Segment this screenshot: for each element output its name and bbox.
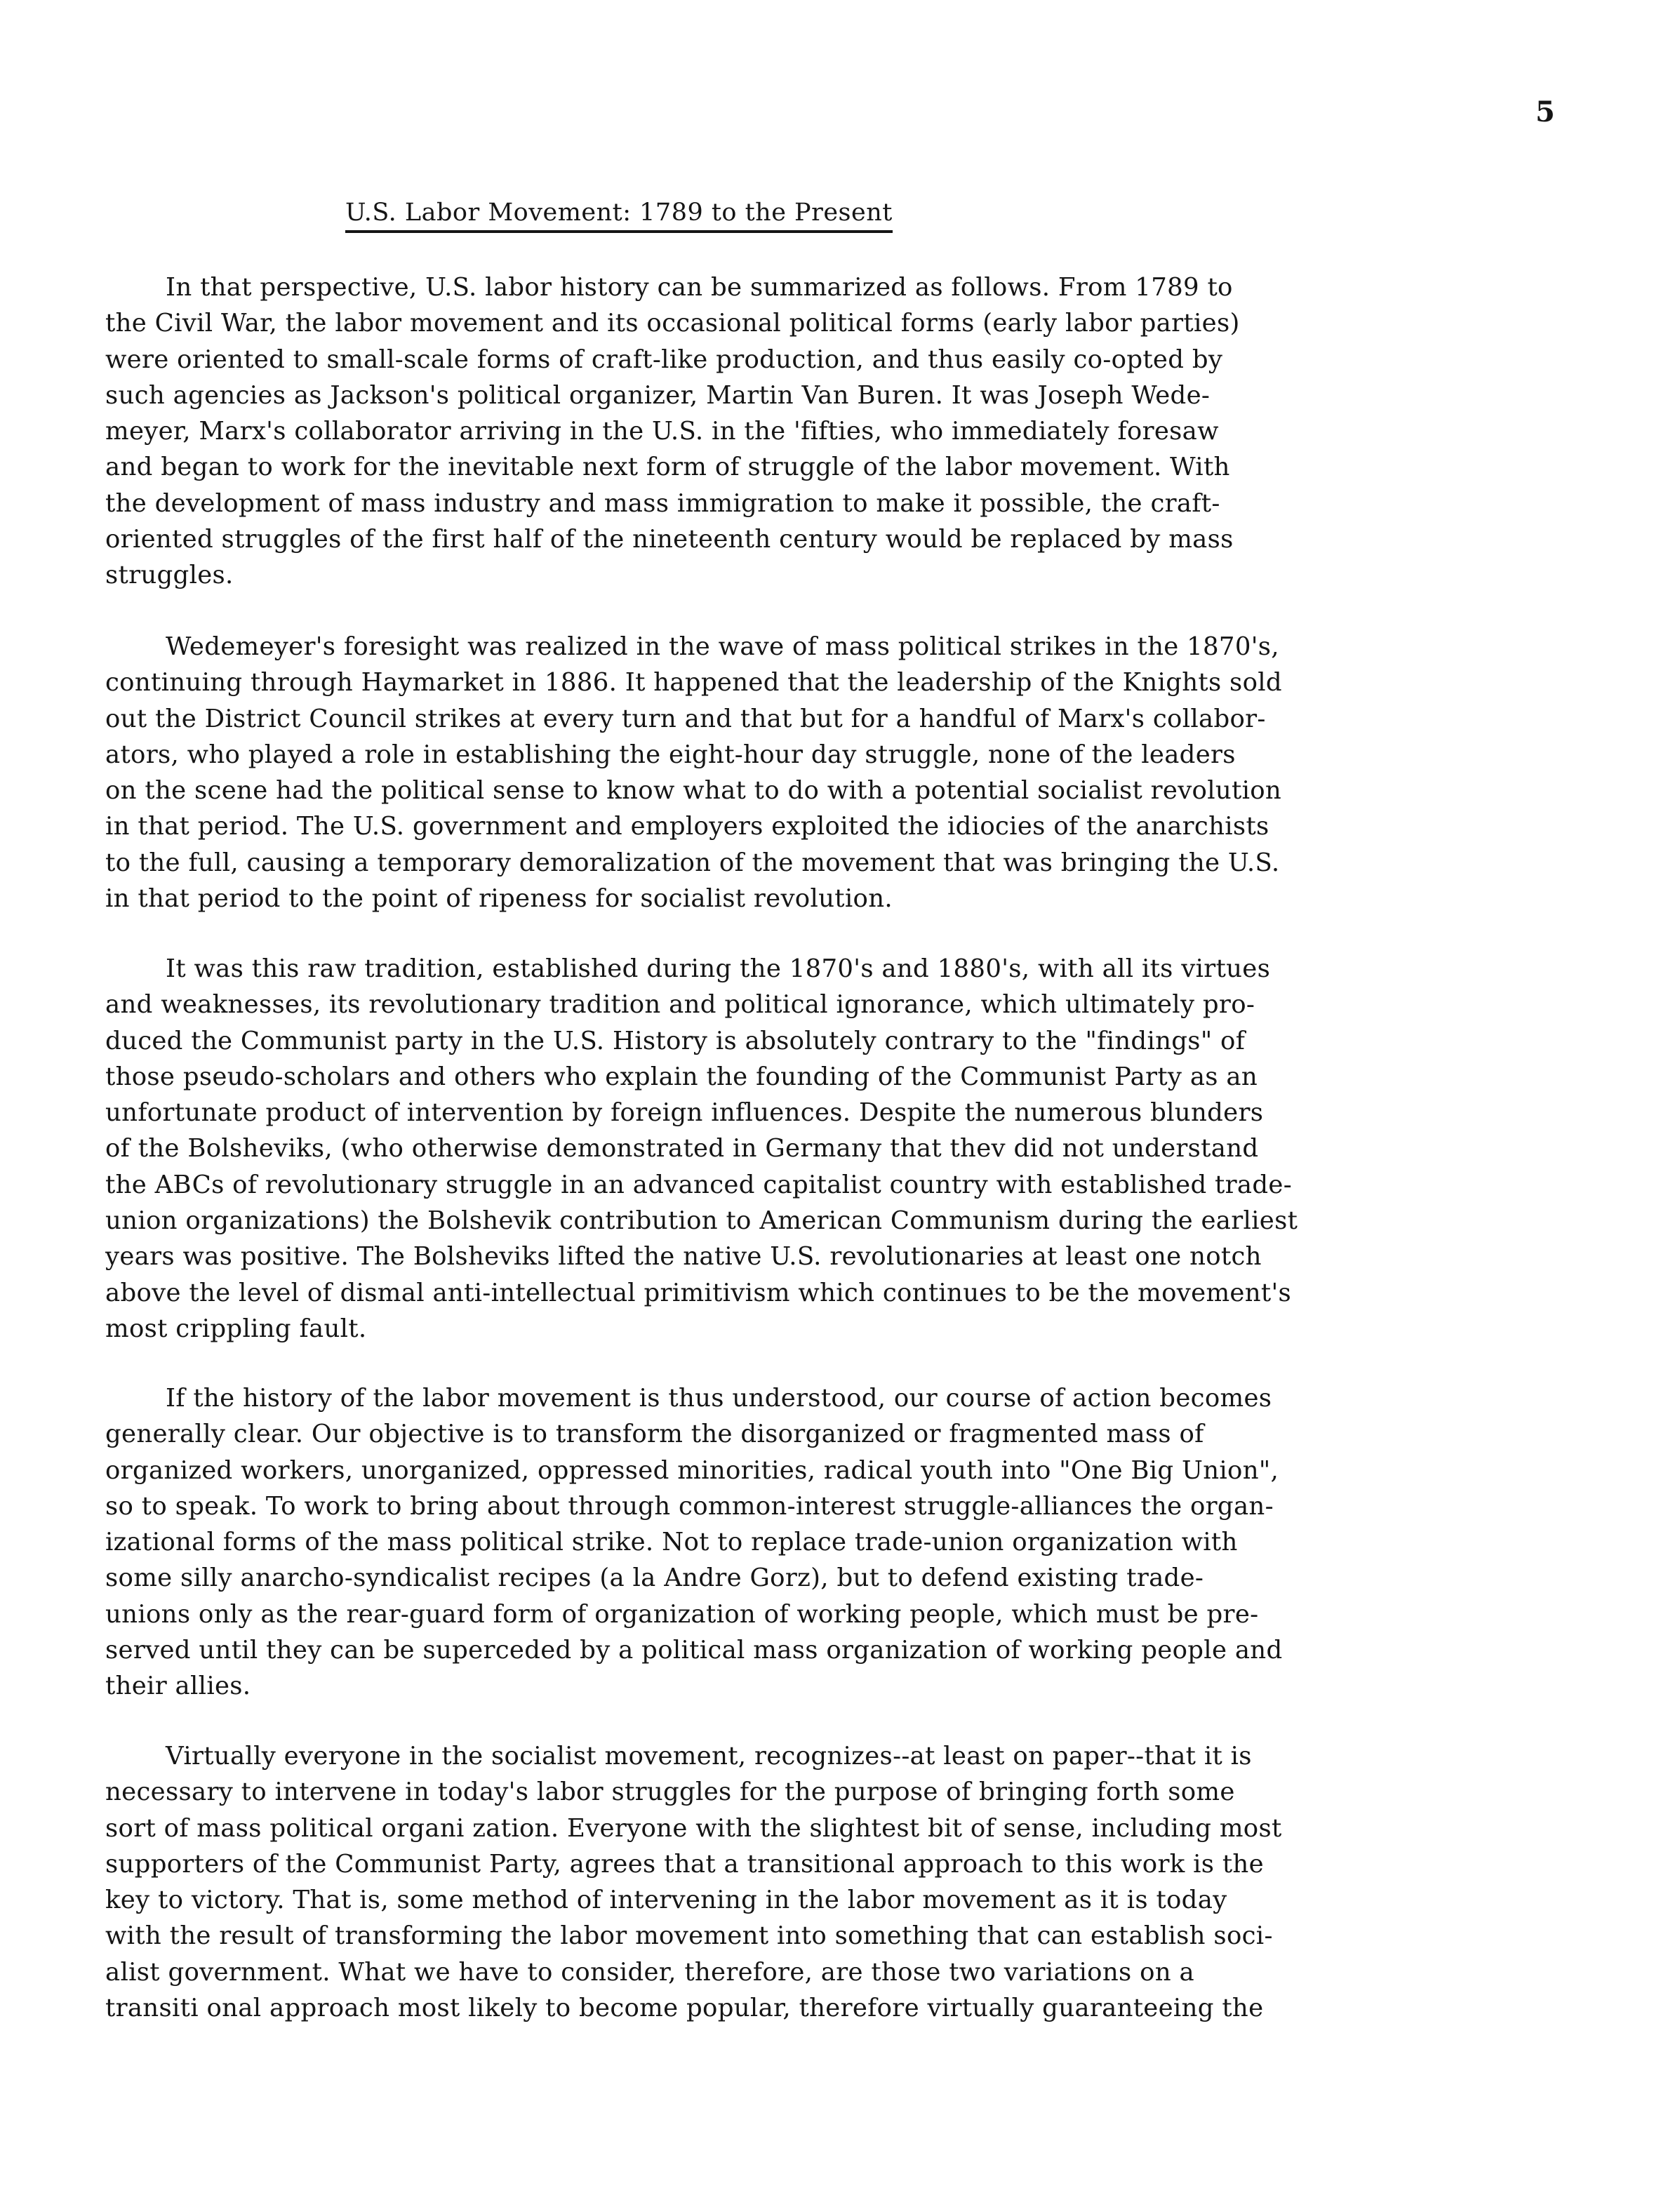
- text-line: and began to work for the inevitable next form of struggle of the labor movement. With: [105, 453, 1230, 482]
- text-line: oriented struggles of the first half of the nineteenth century would be replaced by mass: [105, 525, 1234, 554]
- text-line: on the scene had the political sense to know what to do with a potential socialist revolution: [105, 776, 1282, 806]
- text-line: their allies.: [105, 1672, 251, 1701]
- text-line: unions only as the rear-guard form of organization of working people, which must be pre-: [105, 1599, 1259, 1629]
- text-line: some silly anarcho-syndicalist recipes (a la Andre Gorz), but to defend existing trade-: [105, 1564, 1204, 1593]
- page-number: 5: [1535, 95, 1555, 128]
- text-line: the development of mass industry and mass immigration to make it possible, the craft-: [105, 488, 1220, 518]
- text-line: struggles.: [105, 561, 234, 590]
- text-line: ators, who played a role in establishing the eight-hour day struggle, none of the leaders: [105, 740, 1236, 769]
- text-line: of the Bolsheviks, (who otherwise demonstrated in Germany that thev did not understand: [105, 1134, 1259, 1164]
- text-line: duced the Communist party in the U.S. History is absolutely contrary to the "findings" of: [105, 1026, 1246, 1055]
- text-line: necessary to intervene in today's labor struggles for the purpose of bringing forth some: [105, 1778, 1235, 1807]
- text-line: in that period to the point of ripeness for socialist revolution.: [105, 884, 893, 914]
- text-line: in that period. The U.S. government and employers exploited the idiocies of the anarchists: [105, 812, 1269, 841]
- text-line: continuing through Haymarket in 1886. It happened that the leadership of the Knights sold: [105, 668, 1282, 698]
- text-line: generally clear. Our objective is to transform the disorganized or fragmented mass of: [105, 1420, 1204, 1449]
- text-line: union organizations) the Bolshevik contribution to American Communism during the earliest: [105, 1206, 1298, 1236]
- text-line: izational forms of the mass political strike. Not to replace trade-union organization with: [105, 1528, 1238, 1557]
- text-line: If the history of the labor movement is thus understood, our course of action becomes: [166, 1384, 1272, 1413]
- text-line: those pseudo-scholars and others who explain the founding of the Communist Party as an: [105, 1062, 1258, 1091]
- paragraph-5: [105, 1738, 1607, 2026]
- text-line: meyer, Marx's collaborator arriving in the U.S. in the 'fifties, who immediately foresaw: [105, 417, 1219, 446]
- section-heading: U.S. Labor Movement: 1789 to the Present: [345, 198, 893, 233]
- paragraph-2: [105, 629, 1607, 916]
- text-line: the Civil War, the labor movement and its occasional political forms (early labor parties): [105, 309, 1240, 338]
- text-line: the ABCs of revolutionary struggle in an advanced capitalist country with established trade-: [105, 1170, 1292, 1199]
- text-line: such agencies as Jackson's political organizer, Martin Van Buren. It was Joseph Wede-: [105, 380, 1211, 410]
- paragraph-4: [105, 1380, 1607, 1705]
- text-line: alist government. What we have to consider, therefore, are those two variations on a: [105, 1957, 1194, 1987]
- text-line: were oriented to small-scale forms of craft-like production, and thus easily co-opted by: [105, 345, 1223, 374]
- text-line: out the District Council strikes at every turn and that but for a handful of Marx's collabor-: [105, 704, 1266, 733]
- paragraph-3: [105, 951, 1607, 1347]
- text-line: above the level of dismal anti-intellectual primitivism which continues to be the movement's: [105, 1278, 1292, 1307]
- text-line: key to victory. That is, some method of intervening in the labor movement as it is today: [105, 1886, 1227, 1915]
- text-line: most crippling fault.: [105, 1314, 367, 1343]
- text-line: Wedemeyer's foresight was realized in the wave of mass political strikes in the 1870's,: [166, 632, 1279, 661]
- text-line: years was positive. The Bolsheviks lifted the native U.S. revolutionaries at least one notch: [105, 1242, 1262, 1272]
- text-line: and weaknesses, its revolutionary tradition and political ignorance, which ultimately pro-: [105, 990, 1255, 1020]
- text-line: with the result of transforming the labor movement into something that can establish soci-: [105, 1921, 1273, 1951]
- text-line: It was this raw tradition, established during the 1870's and 1880's, with all its virtues: [166, 954, 1271, 983]
- text-line: supporters of the Communist Party, agrees that a transitional approach to this work is the: [105, 1849, 1264, 1879]
- paragraph-1: [105, 269, 1607, 594]
- text-line: In that perspective, U.S. labor history can be summarized as follows. From 1789 to: [166, 273, 1233, 302]
- text-line: Virtually everyone in the socialist movement, recognizes--at least on paper--that it is: [166, 1742, 1252, 1771]
- text-line: served until they can be superceded by a political mass organization of working people and: [105, 1636, 1283, 1665]
- text-line: transiti onal approach most likely to become popular, therefore virtually guaranteeing the: [105, 1994, 1264, 2023]
- text-line: to the full, causing a temporary demoralization of the movement that was bringing the U.S.: [105, 848, 1280, 877]
- text-line: organized workers, unorganized, oppressed minorities, radical youth into "One Big Union",: [105, 1455, 1279, 1485]
- text-line: unfortunate product of intervention by foreign influences. Despite the numerous blunders: [105, 1098, 1264, 1128]
- text-line: so to speak. To work to bring about through common-interest struggle-alliances the organ-: [105, 1491, 1274, 1521]
- text-line: sort of mass political organi zation. Everyone with the slightest bit of sense, including most: [105, 1813, 1282, 1843]
